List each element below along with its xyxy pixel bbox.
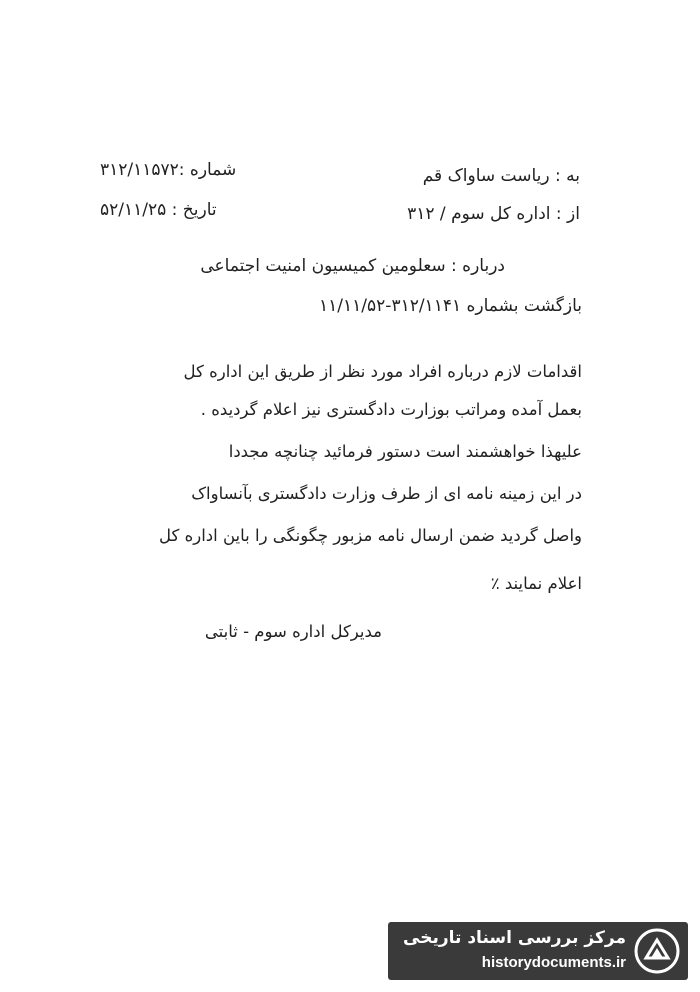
body-line: در این زمینه نامه ای از طرف وزارت دادگستری بآنساواک xyxy=(191,484,582,503)
watermark xyxy=(388,922,688,980)
subject-line: درباره : سعلومین کمیسیون امنیت اجتماعی xyxy=(200,256,505,276)
watermark-title: مرکز بررسی اسناد تاریخی xyxy=(403,928,626,948)
watermark-url: historydocuments.ir xyxy=(481,954,626,971)
body-line: بعمل آمده ومراتب بوزارت دادگستری نیز اعلام گردیده . xyxy=(200,400,582,419)
sender-line: از : اداره کل سوم / ۳۱۲ xyxy=(407,204,580,224)
body-line: اقدامات لازم درباره افراد مورد نظر از طریق این اداره کل xyxy=(183,362,582,381)
reference-line: بازگشت بشماره ۳۱۲/۱۱۴۱-۱۱/۱۱/۵۲ xyxy=(319,296,582,316)
archive-logo-icon xyxy=(634,928,680,974)
letter-number: شماره :۳۱۲/۱۱۵۷۲ xyxy=(100,160,237,180)
recipient-line: به : ریاست ساواک قم xyxy=(422,166,580,186)
letter-date: تاریخ : ۵۲/۱۱/۲۵ xyxy=(100,200,217,220)
body-line: علیهذا خواهشمند است دستور فرمائید چنانچه مجددا xyxy=(228,442,582,461)
body-line: اعلام نمایند ٪ xyxy=(490,574,582,593)
body-line: واصل گردید ضمن ارسال نامه مزبور چگونگی را باین اداره کل xyxy=(159,526,582,545)
signature: مدیرکل اداره سوم - ثابتی xyxy=(204,622,382,641)
